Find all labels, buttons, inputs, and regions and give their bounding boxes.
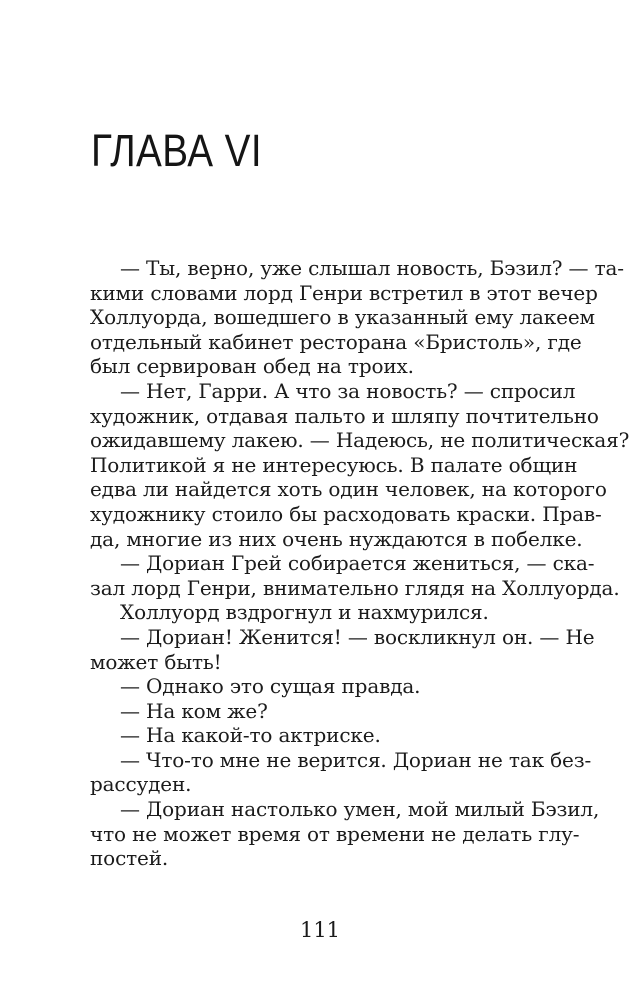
text-line: едва ли найдется хоть один человек, на которого — [90, 477, 607, 502]
text-line: художник, отдавая пальто и шляпу почтительно — [90, 403, 599, 428]
text-line: художнику стоило бы расходовать краски. Прав- — [90, 501, 602, 526]
text-line: был сервирован обед на троих. — [90, 354, 414, 379]
text-line: — На какой-то актриске. — [120, 723, 381, 748]
text-line: — Дориан Грей собирается жениться, — ска- — [120, 551, 595, 576]
text-line: постей. — [90, 846, 169, 871]
text-line: — Дориан настолько умен, мой милый Бэзил, — [120, 797, 600, 822]
text-line: Холлуорда, вошедшего в указанный ему лакеем — [90, 305, 595, 330]
text-line: Политикой я не интересуюсь. В палате общин — [90, 452, 578, 477]
page-number: 111 — [299, 918, 341, 942]
chapter-title: ГЛАВА VI — [91, 125, 263, 176]
text-line: — Ты, верно, уже слышал новость, Бэзил? — та- — [120, 256, 624, 280]
text-line: — Что-то мне не верится. Дориан не так без- — [120, 747, 592, 772]
text-line: отдельный кабинет ресторана «Бристоль», где — [90, 329, 582, 354]
text-line: что не может время от времени не делать глу- — [90, 821, 580, 846]
text-line: — Дориан! Женится! — воскликнул он. — Не — [120, 624, 595, 649]
text-line: Холлуорд вздрогнул и нахмурился. — [120, 600, 489, 625]
text-line: — Однако это сущая правда. — [120, 674, 421, 699]
text-line: кими словами лорд Генри встретил в этот вечер — [90, 280, 598, 305]
text-line: — На ком же? — [120, 698, 268, 723]
text-line: ожидавшему лакею. — Надеюсь, не политическая? — [90, 428, 630, 453]
text-line: может быть! — [90, 649, 222, 674]
text-line: да, многие из них очень нуждаются в побелке. — [90, 526, 583, 551]
text-line: зал лорд Генри, внимательно глядя на Холлуорда. — [90, 575, 620, 600]
body-text — [90, 256, 630, 871]
text-line: — Нет, Гарри. А что за новость? — спросил — [120, 378, 576, 403]
text-line: рассуден. — [90, 772, 192, 797]
